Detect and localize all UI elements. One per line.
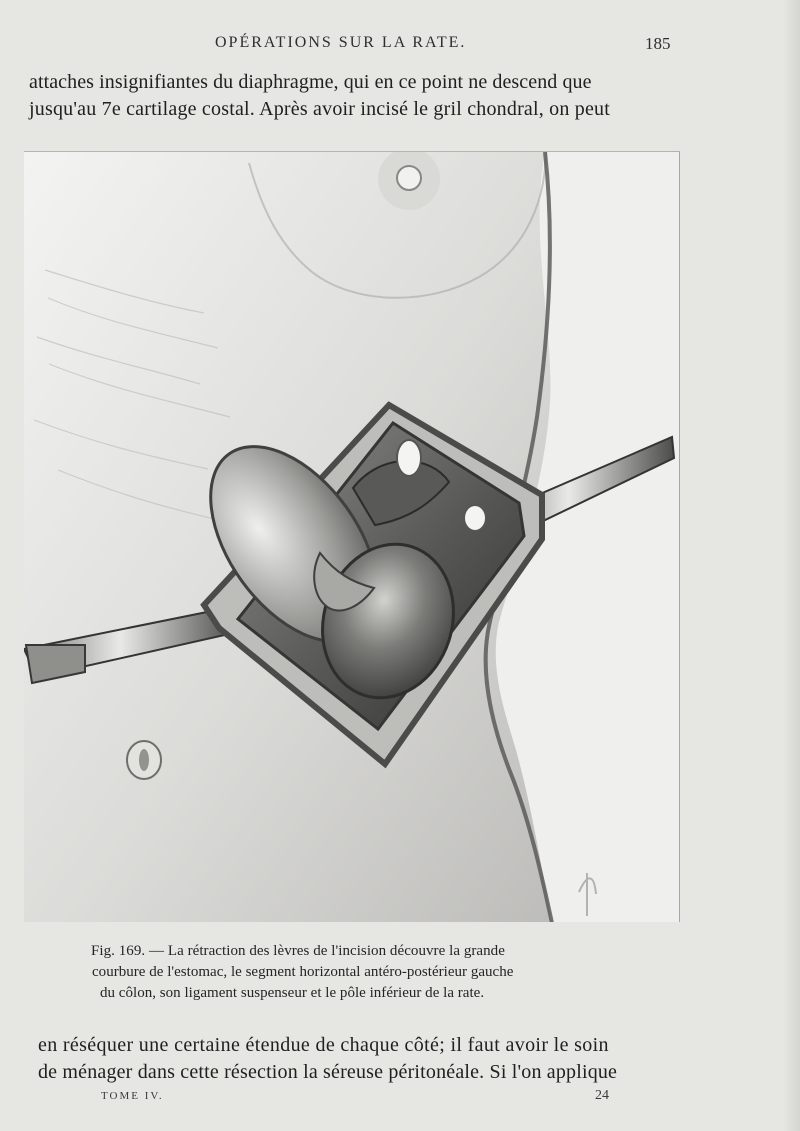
body-text-line: jusqu'au 7e cartilage costal. Après avoir incisé le gril chondral, on peut	[29, 98, 611, 120]
caption-line: du côlon, son ligament suspenseur et le pôle inférieur de la rate.	[100, 985, 485, 1001]
signature-number: 24	[595, 1088, 609, 1103]
caption-line: Fig. 169. — La rétraction des lèvres de l'incision découvre la grande	[91, 943, 505, 959]
nipple-icon	[397, 166, 421, 190]
body-text-line: attaches insignifiantes du diaphragme, qui en ce point ne descend que	[29, 71, 592, 93]
figure-caption	[86, 941, 646, 1004]
body-text-line: de ménager dans cette résection la séreuse péritonéale. Si l'on applique	[38, 1061, 618, 1083]
signature-mark: TOME IV.	[101, 1090, 164, 1102]
page-number: 185	[645, 34, 671, 53]
body-text-line: en réséquer une certaine étendue de chaque côté; il faut avoir le soin	[38, 1034, 609, 1056]
caption-line: courbure de l'estomac, le segment horizontal antéro-postérieur gauche	[92, 964, 514, 980]
navel-center	[139, 749, 149, 771]
surgical-illustration	[24, 151, 680, 922]
running-title: OPÉRATIONS SUR LA RATE.	[215, 34, 467, 51]
retraction-pad-right	[464, 505, 486, 531]
retraction-pad-top	[397, 440, 421, 476]
running-head	[0, 34, 800, 58]
